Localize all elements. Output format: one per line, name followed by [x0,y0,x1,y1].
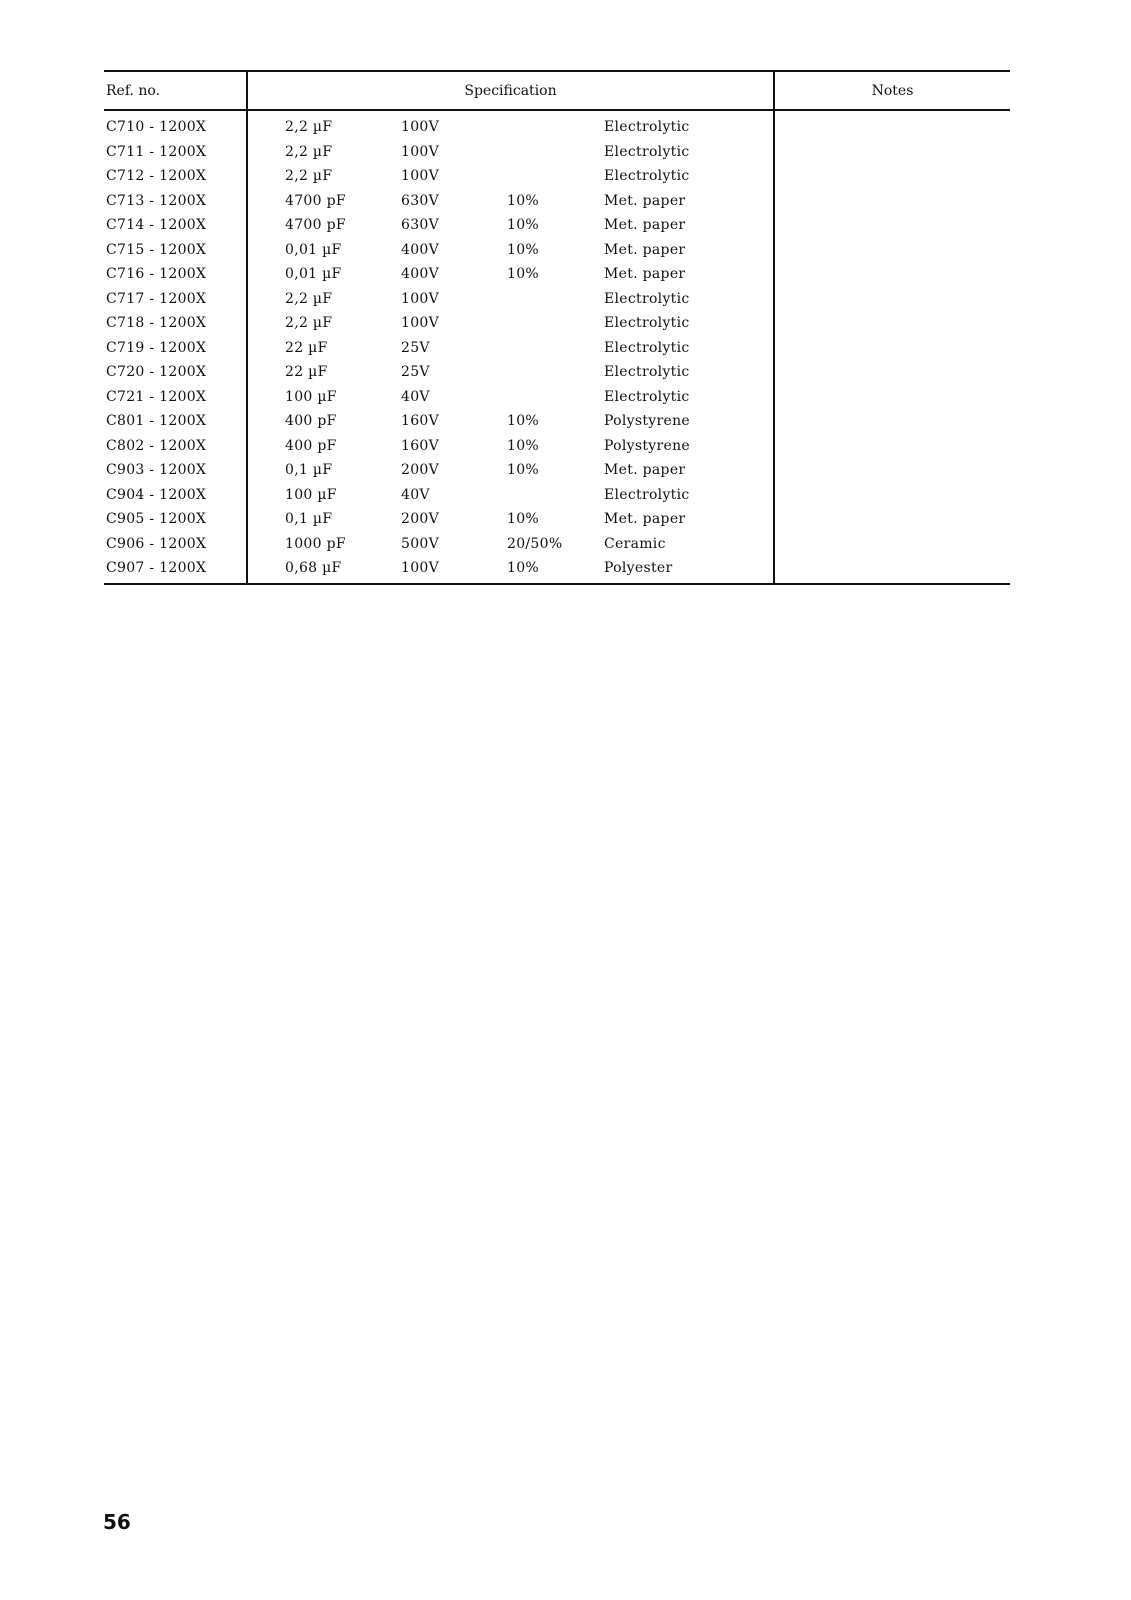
capacitance-value: 100 µF [285,388,337,405]
tolerance-value: 10% [507,413,540,430]
specification-fields [248,360,773,384]
notes-cell [774,409,1010,434]
voltage-rating: 160V [401,437,440,454]
voltage-rating: 630V [401,217,440,234]
capacitor-type: Ceramic [604,535,666,552]
capacitance-value: 2,2 µF [285,315,333,332]
capacitance-value: 0,1 µF [285,462,333,479]
header-notes: Notes [774,71,1010,110]
notes-cell [774,238,1010,263]
notes-cell [774,507,1010,532]
table-row [104,532,1010,557]
specification-fields [248,311,773,335]
capacitor-type: Electrolytic [604,364,690,381]
table-row [104,311,1010,336]
specification-fields [248,409,773,433]
table-row [104,262,1010,287]
ref-no-cell: C720 - 1200X [106,364,207,381]
ref-no-cell: C907 - 1200X [104,556,247,584]
ref-no-cell: C715 - 1200X [106,241,207,258]
table-row [104,140,1010,165]
capacitor-type: Electrolytic [604,119,690,136]
capacitance-value: 0,1 µF [285,511,333,528]
tolerance-value: 10% [507,217,540,234]
voltage-rating: 500V [401,535,440,552]
ref-no-cell: C718 - 1200X [106,315,207,332]
notes-cell [774,336,1010,361]
table-row [104,287,1010,312]
ref-no-cell: C719 - 1200X [106,339,207,356]
tolerance-value: 10% [507,192,540,209]
specification-cell [247,336,774,361]
notes-cell [774,532,1010,557]
capacitor-type: Polystyrene [604,413,690,430]
notes-cell [774,189,1010,214]
tolerance-value: 20/50% [507,535,563,552]
notes-cell [774,213,1010,238]
ref-no-cell: C904 - 1200X [106,486,207,503]
capacitance-value: 2,2 µF [285,168,333,185]
ref-no-cell: C903 - 1200X [106,462,207,479]
specification-fields [248,483,773,507]
specification-cell [247,458,774,483]
voltage-rating: 630V [401,192,440,209]
tolerance-value: 10% [507,437,540,454]
specification-cell [247,385,774,410]
capacitance-value: 0,01 µF [285,266,342,283]
table-header [104,71,1010,110]
specification-cell [247,311,774,336]
ref-no-cell: C710 - 1200X [106,119,207,136]
table-row [104,385,1010,410]
specification-cell [247,483,774,508]
capacitor-type: Electrolytic [604,315,690,332]
ref-no-cell: C802 - 1200X [106,437,207,454]
table-body [104,110,1010,584]
notes-cell [774,110,1010,140]
table-row [104,507,1010,532]
specification-cell [247,164,774,189]
specification-fields [248,238,773,262]
specification-cell [247,434,774,459]
specification-cell [247,532,774,557]
capacitor-parts-table [104,70,1010,585]
capacitor-type: Electrolytic [604,486,690,503]
ref-no-cell: C801 - 1200X [106,413,207,430]
parts-table-container [104,70,1010,585]
capacitance-value: 0,68 µF [285,560,342,577]
specification-cell [247,213,774,238]
capacitor-type: Met. paper [604,217,686,234]
notes-cell [774,483,1010,508]
table-row [104,434,1010,459]
capacitance-value: 400 pF [285,437,337,454]
notes-cell [774,434,1010,459]
specification-fields [248,532,773,556]
tolerance-value: 10% [507,511,540,528]
ref-no-cell: C712 - 1200X [106,168,207,185]
notes-cell [774,140,1010,165]
capacitor-type: Polystyrene [604,437,690,454]
capacitance-value: 100 µF [285,486,337,503]
specification-fields [248,115,773,139]
tolerance-value: 10% [507,560,540,577]
capacitor-type: Electrolytic [604,143,690,160]
specification-fields [248,262,773,286]
notes-cell [774,556,1010,584]
specification-cell [247,140,774,165]
capacitance-value: 0,01 µF [285,241,342,258]
ref-no-cell: C721 - 1200X [106,388,207,405]
table-row [104,556,1010,584]
voltage-rating: 100V [401,290,440,307]
capacitance-value: 2,2 µF [285,290,333,307]
voltage-rating: 100V [401,560,440,577]
capacitor-type: Electrolytic [604,290,690,307]
ref-no-cell: C714 - 1200X [106,217,207,234]
capacitor-type: Electrolytic [604,168,690,185]
voltage-rating: 400V [401,241,440,258]
voltage-rating: 100V [401,315,440,332]
table-row [104,483,1010,508]
header-row [104,71,1010,110]
specification-cell [247,507,774,532]
table-row [104,409,1010,434]
specification-fields [248,434,773,458]
capacitor-type: Electrolytic [604,339,690,356]
capacitance-value: 1000 pF [285,535,346,552]
notes-cell [774,360,1010,385]
notes-cell [774,311,1010,336]
capacitor-type: Polyester [604,560,673,577]
voltage-rating: 25V [401,339,430,356]
voltage-rating: 40V [401,388,430,405]
voltage-rating: 160V [401,413,440,430]
capacitor-type: Met. paper [604,241,686,258]
capacitor-type: Met. paper [604,266,686,283]
ref-no-cell: C716 - 1200X [106,266,207,283]
specification-fields [248,458,773,482]
specification-cell [247,409,774,434]
table-row [104,110,1010,140]
specification-fields [248,189,773,213]
voltage-rating: 400V [401,266,440,283]
specification-fields [248,556,773,580]
specification-cell [247,287,774,312]
capacitor-type: Met. paper [604,511,686,528]
capacitance-value: 2,2 µF [285,119,333,136]
specification-fields [248,287,773,311]
voltage-rating: 100V [401,119,440,136]
ref-no-cell: C713 - 1200X [106,192,207,209]
ref-no-cell: C905 - 1200X [106,511,207,528]
specification-cell [247,556,774,584]
table-row [104,189,1010,214]
notes-cell [774,164,1010,189]
tolerance-value: 10% [507,462,540,479]
specification-fields [248,164,773,188]
table-row [104,336,1010,361]
capacitance-value: 400 pF [285,413,337,430]
capacitor-type: Electrolytic [604,388,690,405]
specification-fields [248,385,773,409]
specification-cell [247,189,774,214]
capacitance-value: 22 µF [285,364,328,381]
ref-no-cell: C711 - 1200X [106,143,207,160]
capacitance-value: 2,2 µF [285,143,333,160]
header-ref-no: Ref. no. [104,71,247,110]
specification-fields [248,140,773,164]
capacitance-value: 22 µF [285,339,328,356]
tolerance-value: 10% [507,241,540,258]
voltage-rating: 40V [401,486,430,503]
ref-no-cell: C717 - 1200X [106,290,207,307]
capacitor-type: Met. paper [604,462,686,479]
specification-fields [248,507,773,531]
voltage-rating: 100V [401,168,440,185]
tolerance-value: 10% [507,266,540,283]
voltage-rating: 200V [401,462,440,479]
specification-cell [247,110,774,140]
table-row [104,164,1010,189]
capacitance-value: 4700 pF [285,192,346,209]
capacitance-value: 4700 pF [285,217,346,234]
page-number: 56 [103,1510,131,1534]
specification-cell [247,262,774,287]
voltage-rating: 200V [401,511,440,528]
notes-cell [774,287,1010,312]
specification-fields [248,336,773,360]
voltage-rating: 25V [401,364,430,381]
specification-fields [248,213,773,237]
ref-no-cell: C906 - 1200X [106,535,207,552]
specification-cell [247,360,774,385]
capacitor-type: Met. paper [604,192,686,209]
table-row [104,238,1010,263]
table-row [104,213,1010,238]
voltage-rating: 100V [401,143,440,160]
header-specification: Specification [247,71,774,110]
notes-cell [774,385,1010,410]
specification-cell [247,238,774,263]
notes-cell [774,458,1010,483]
table-row [104,360,1010,385]
notes-cell [774,262,1010,287]
table-row [104,458,1010,483]
